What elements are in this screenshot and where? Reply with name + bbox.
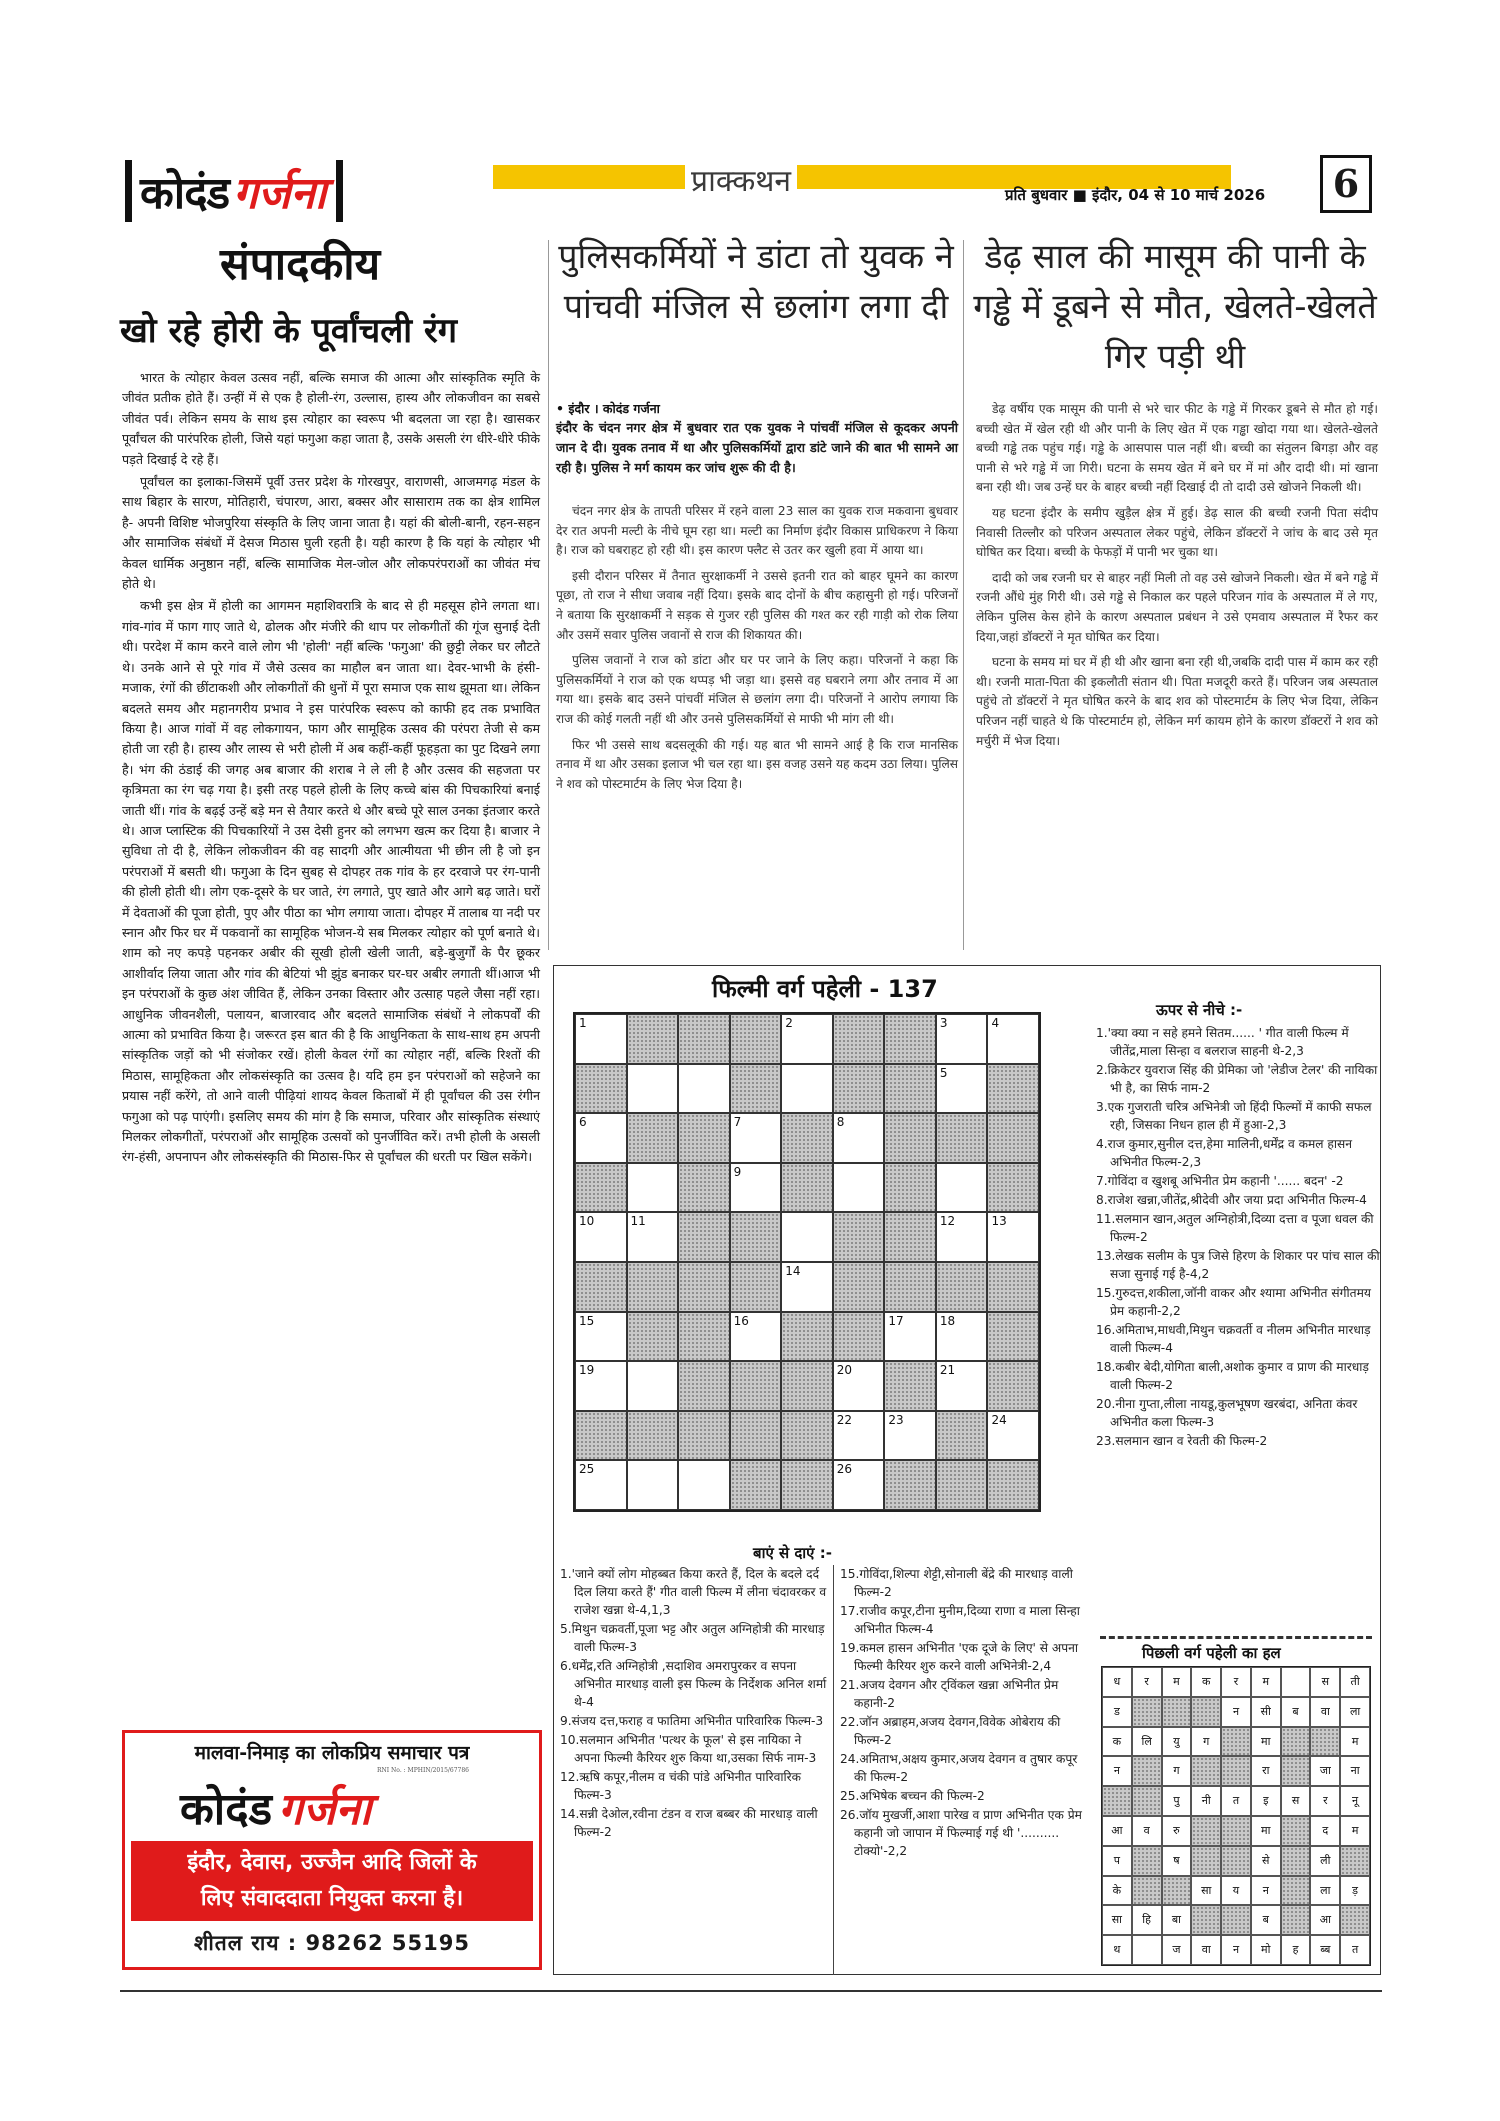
crossword-cell [936,1262,988,1312]
solution-cell: वा [1310,1697,1340,1727]
solution-cell: नी [1191,1786,1221,1816]
crossword-cell[interactable] [781,1262,833,1312]
crossword-cell [936,1113,988,1163]
solution-cell: इ [1251,1786,1281,1816]
solution-cell: ला [1310,1876,1340,1906]
clue-item: 12.ऋषि कपूर,नीलम व चंकी पांडे अभिनीत पारिवारिक फिल्म-3 [560,1770,802,1802]
crossword-cell [936,1411,988,1461]
crossword-cell [730,1262,782,1312]
crossword-cell [884,1064,936,1114]
clue-item: 9.संजय दत्त,फराह व फातिमा अभिनीत पारिवारिक फिल्म-3 [560,1714,824,1728]
crossword-cell [575,1163,627,1213]
crossword-cell[interactable] [627,1212,679,1262]
logo-text-red: गर्जना [233,168,327,219]
crossword-cell [833,1262,885,1312]
ad-contact: शीतल राय : 98262 55195 [194,1931,470,1955]
ad-notice-line: लिए संवाददाता नियुक्त करना है। [200,1886,464,1911]
crossword-cell [884,1262,936,1312]
solution-cell: स [1281,1786,1311,1816]
clue-number: 14 [785,1263,801,1278]
story1-byline: • इंदौर । कोदंड गर्जना [556,401,660,416]
crossword-cell [884,1014,936,1064]
crossword-cell [987,1113,1039,1163]
ad-title: मालवा-निमाड़ का लोकप्रिय समाचार पत्र [194,1742,470,1764]
crossword-cell[interactable] [575,1113,627,1163]
crossword-cell[interactable] [781,1212,833,1262]
solution-cell: ड [1102,1697,1132,1727]
clue-item: 1.'जाने क्यों लोग मोहब्बत किया करते हैं, दिल के बदले दर्द दिल लिया करते हैं' गीत वाली फिल्म में लीना चंदावरकर व राजेश खन्ना थे-4,1,3 [560,1567,827,1617]
ad-logo-red: गर्जना [278,1784,372,1835]
solution-cell: त [1340,1935,1370,1965]
solution-cell: न [1102,1756,1132,1786]
crossword-cell [936,1460,988,1510]
solution-cell: रा [1251,1756,1281,1786]
dateline: प्रति बुधवार ■ इंदौर, 04 से 10 मार्च 2026 [1005,186,1266,204]
crossword-cell [987,1163,1039,1213]
solution-cell [1281,1876,1311,1906]
crossword-cell[interactable] [627,1361,679,1411]
crossword-cell [627,1411,679,1461]
crossword-cell[interactable] [987,1014,1039,1064]
solution-cell [1281,1816,1311,1846]
crossword-cell[interactable] [884,1312,936,1362]
crossword-cell [730,1212,782,1262]
story2-headline: डेढ़ साल की मासूम की पानी के गड्ढे में डूबने से मौत, खेलते-खेलते गिर पड़ी थी [973,237,1377,377]
clue-item: 15.गुरुदत्त,शकीला,जॉनी वाकर और श्यामा अभिनीत संगीतमय प्रेम कहानी-2,2 [1096,1286,1371,1318]
clue-item: 16.अमिताभ,माधवी,मिथुन चक्रवर्ती व नीलम अभिनीत मारधाड़ वाली फिल्म-4 [1096,1323,1371,1355]
clue-number: 12 [939,1214,956,1229]
clue-item: 15.गोविंदा,शिल्पा शेट्टी,सोनाली बेंद्रे की मारधाड़ वाली फिल्म-2 [840,1567,1073,1599]
clue-number: 26 [836,1462,853,1477]
crossword-cell[interactable] [936,1212,988,1262]
solution-cell: ब [1251,1905,1281,1935]
crossword-cell [730,1411,782,1461]
crossword-cell[interactable] [730,1113,782,1163]
crossword-cell[interactable] [627,1163,679,1213]
clue-item: 24.अमिताभ,अक्षय कुमार,अजय देवगन व तुषार कपूर की फिल्म-2 [840,1752,1078,1784]
crossword-cell [987,1361,1039,1411]
solution-cell: त [1221,1786,1251,1816]
solution-cell: मा [1251,1816,1281,1846]
clue-item: 13.लेखक सलीम के पुत्र जिसे हिरण के शिकार पर पांच साल की सजा सुनाई गई है-4,2 [1096,1249,1380,1281]
crossword-cell [833,1212,885,1262]
editorial-body [122,368,540,1170]
crossword-cell [833,1064,885,1114]
crossword-cell[interactable] [987,1411,1039,1461]
solution-cell: ह [1281,1935,1311,1965]
clue-item: 7.गोविंदा व खुशबू अभिनीत प्रेम कहानी '...... बदन' -2 [1096,1174,1344,1188]
clue-number: 11 [630,1214,646,1229]
crossword-cell[interactable] [987,1212,1039,1262]
clue-item: 5.मिथुन चक्रवर्ती,पूजा भट्ट और अतुल अग्निहोत्री की मारधाड़ वाली फिल्म-3 [560,1622,825,1654]
clue-item: 17.राजीव कपूर,टीना मुनीम,दिव्या राणा व माला सिन्हा अभिनीत फिल्म-4 [840,1604,1080,1636]
across-heading: बाएं से दाएं :- [753,1544,832,1562]
down-heading: ऊपर से नीचे :- [1156,1001,1243,1019]
crossword-cell[interactable] [627,1064,679,1114]
solution-cell [1191,1697,1221,1727]
crossword-cell[interactable] [781,1064,833,1114]
crossword-cell[interactable] [833,1113,885,1163]
crossword-cell [678,1312,730,1362]
crossword-cell [987,1262,1039,1312]
masthead [125,155,1385,227]
crossword-cell [575,1064,627,1114]
solution-cell: क [1191,1667,1221,1697]
clue-number: 16 [733,1313,749,1328]
crossword-cell[interactable] [936,1312,988,1362]
solution-cell [1221,1756,1251,1786]
crossword-cell [781,1113,833,1163]
crossword-cell [627,1014,679,1064]
solution-cell: म [1340,1727,1370,1757]
crossword-cell[interactable] [936,1014,988,1064]
solution-cell [1162,1697,1192,1727]
solution-cell: ली [1310,1846,1340,1876]
crossword-cell [678,1262,730,1312]
solution-cell: ग [1162,1756,1192,1786]
ad-notice [131,1841,533,1921]
clue-number: 7 [733,1115,742,1130]
solution-cell: न [1221,1935,1251,1965]
clue-number: 5 [939,1065,948,1080]
story1-paragraph: फिर भी उससे साथ बदसलूकी की गई। यह बात भी सामने आई है कि राज मानसिक तनाव में था और उसका इलाज भी चल रहा था। इस वजह उसने यह कदम उठा लिया। पुलिस ने शव को पोस्टमार्टम के लिए भेज दिया है। [556,737,958,791]
solution-cell [1132,1876,1162,1906]
solution-cell [1132,1756,1162,1786]
clue-item: 8.राजेश खन्ना,जीतेंद्र,श्रीदेवी और जया प्रदा अभिनीत फिल्म-4 [1096,1193,1367,1207]
clue-number: 9 [733,1164,742,1179]
crossword-cell[interactable] [833,1163,885,1213]
clue-number: 18 [939,1313,956,1328]
clue-number: 10 [579,1214,595,1229]
clue-item: 20.नीना गुप्ता,लीला नायडू,कुलभूषण खरबंदा, अनिता कंवर अभिनीत कला फिल्म-3 [1096,1397,1358,1429]
solution-cell: ती [1340,1667,1370,1697]
clue-item: 3.एक गुजराती चरित्र अभिनेत्री जो हिंदी फिल्मों में काफी सफल रही, जिसका निधन हाल ही में हुआ-2,3 [1096,1100,1372,1132]
solution-cell [1132,1846,1162,1876]
crossword-cell [987,1064,1039,1114]
crossword-cell[interactable] [575,1212,627,1262]
ad-logo [180,1777,371,1837]
solution-cell: म [1340,1816,1370,1846]
solution-cell: ड़ [1340,1876,1370,1906]
solution-cell: ब [1281,1697,1311,1727]
crossword-cell [833,1014,885,1064]
solution-cell: ग [1191,1727,1221,1757]
crossword-cell [678,1411,730,1461]
clue-number: 20 [836,1363,853,1378]
column-divider [963,240,964,950]
crossword-cell[interactable] [678,1064,730,1114]
crossword-cell [781,1361,833,1411]
crossword-cell[interactable] [678,1460,730,1510]
column-divider [548,240,549,950]
crossword-cell[interactable] [833,1361,885,1411]
solution-cell [1281,1905,1311,1935]
solution-cell [1191,1756,1221,1786]
crossword-cell [730,1460,782,1510]
crossword-cell[interactable] [575,1312,627,1362]
solution-cell: बा [1162,1905,1192,1935]
bottom-rule [120,1990,1382,1992]
solution-cell [1132,1935,1162,1965]
solution-cell: न [1251,1876,1281,1906]
crossword-cell[interactable] [936,1163,988,1213]
solution-cell: के [1102,1876,1132,1906]
story2-body [976,400,1378,757]
story2-paragraph: घटना के समय मां घर में ही थी और खाना बना रही थी,जबकि दादी पास में काम कर रही थी। रजनी माता-पिता की इकलौती संतान थी। पिता मजदूरी करते हैं। परिजन जब अस्पताल पहुंचे तो डॉक्टरों ने मृत घोषित करने के बाद शव को पोस्टमार्टम के लिए भेज दिया, लेकिन परिजन नहीं चाहते थे कि पोस्टमार्टम हो, लेकिन मर्ग कायम होने के कारण डॉक्टरों ने शव को मर्चुरी में भेज दिया। [976,655,1378,748]
crossword-cell [781,1411,833,1461]
solution-cell [1221,1846,1251,1876]
clue-item: 10.सलमान अभिनीत 'पत्थर के फूल' से इस नायिका ने अपना फिल्मी कैरियर शुरु किया था,उसका सिर्फ नाम-3 [560,1733,817,1765]
crossword-cell[interactable] [833,1411,885,1461]
story2-paragraph: यह घटना इंदौर के समीप खुड़ैल क्षेत्र में हुई। डेढ़ साल की बच्ची रजनी पिता संदीप निवासी तिल्लौर को परिजन अस्पताल लेकर पहुंचे, लेकिन डॉक्टरों ने जांच के बाद उसे मृत घोषित कर दिया। बच्ची के फेफड़ों में पानी भर चुका था। [976,505,1378,560]
newspaper-logo [125,155,487,227]
editorial-paragraph: पूर्वांचल का इलाका-जिसमें पूर्वी उत्तर प्रदेश के गोरखपुर, वाराणसी, आजमगढ़ मंडल के साथ बिहार के सारण, मोतिहारी, चंपारण, आरा, बक्सर और सासाराम तक का क्षेत्र शामिल है- अपनी विशिष्ट भोजपुरिया संस्कृति के लिए जाना जाता है। यहां की बोली-बानी, रहन-सहन और सामाजिक संबंधों में देसज मिठास घुली रहती है। यही कारण है कि यहां के त्योहार भी केवल धार्मिक अनुष्ठान नहीं, बल्कि सामाजिक मेल-जोल और लोकपरंपराओं का जीवंत मंच होते थे। [122,474,540,592]
solution-cell: ध [1102,1667,1132,1697]
solution-cell: क [1102,1727,1132,1757]
solution-cell: सा [1191,1876,1221,1906]
story1-paragraph: चंदन नगर क्षेत्र के तापती परिसर में रहने वाला 23 साल का युवक राज मकवाना बुधवार देर रात अपनी मल्टी के नीचे घूम रहा था। मल्टी का निर्माण इंदौर विकास प्राधिकरण ने किया है। राज को घबराहट हो रही थी। इस कारण फ्लैट से उतर कर खुली हवा में आया था। [556,504,958,558]
solution-cell: रु [1162,1816,1192,1846]
solution-cell: द [1310,1816,1340,1846]
story2-paragraph: दादी को जब रजनी घर से बाहर नहीं मिली तो वह उसे खोजने निकली। खेत में बने गड्ढे में रजनी औंधे मुंह गिरी थी। उसे गड्ढे से निकाल कर पहले परिजन गांव के अस्पताल में ले गए, लेकिन पुलिस केस होने के कारण अस्पताल प्रबंधन ने उसे एमवाय अस्पताल में रैफर कर दिया,जहां डॉक्टरों ने मृत घोषित कर दिया। [976,570,1378,644]
crossword-cell [678,1361,730,1411]
advertisement [122,1730,542,1970]
crossword-cell [678,1113,730,1163]
solution-cell [1310,1727,1340,1757]
solution-cell: पु [1162,1786,1192,1816]
solution-cell [1191,1816,1221,1846]
clue-item: 21.अजय देवगन और ट्विंकल खन्ना अभिनीत प्रेम कहानी-2 [840,1678,1059,1710]
solution-cell: ना [1340,1756,1370,1786]
story1-lede: इंदौर के चंदन नगर क्षेत्र में बुधवार रात एक युवक ने पांचवीं मंजिल से कूदकर अपनी जान दे दी। युवक तनाव में था और पुलिसकर्मियों द्वारा डांटे जाने की बात भी सामने आ रही है। पुलिस ने मर्ग कायम कर जांच शुरू की दी है। [556,420,958,475]
editorial-tag: संपादकीय [220,239,381,290]
dashed-separator [1100,1636,1372,1639]
solution-title: पिछली वर्ग पहेली का हल [1142,1644,1281,1662]
crossword-cell [781,1163,833,1213]
clue-number: 4 [991,1016,1000,1030]
crossword-cell [833,1312,885,1362]
crossword-cell[interactable] [575,1460,627,1510]
crossword-cell[interactable] [575,1361,627,1411]
down-clues-list [1096,1024,1380,1450]
solution-cell: आ [1310,1905,1340,1935]
clue-number: 17 [888,1313,904,1328]
clue-number: 23 [888,1412,904,1427]
crossword-cell [678,1212,730,1262]
crossword-cell[interactable] [575,1014,627,1064]
clue-number: 2 [785,1016,793,1030]
story1-paragraph: पुलिस जवानों ने राज को डांटा और घर पर जाने के लिए कहा। परिजनों ने कहा कि पुलिसकर्मियों ने राज को एक थप्पड़ भी जड़ा था। इससे वह घबराने लगा और तनाव में आ गया था। इसके बाद उसने पांचवीं मंजिल से छलांग लगा दी। परिजनों ने आरोप लगाया कि राज की कोई गलती नहीं थी और उनसे पुलिसकर्मियों से माफी भी मांग ली थी। [556,653,958,726]
clue-number: 15 [579,1313,595,1328]
crossword-cell[interactable] [730,1163,782,1213]
logo-bar-left [125,160,132,222]
ad-rni: RNI No. : MPHIN/2015/67786 [377,1767,469,1774]
solution-cell: नू [1340,1786,1370,1816]
ad-notice-line: इंदौर, देवास, उज्जैन आदि जिलों के [187,1850,477,1875]
clue-number: 25 [579,1462,595,1477]
crossword-cell[interactable] [833,1460,885,1510]
clue-number: 8 [836,1115,845,1130]
crossword-cell [781,1460,833,1510]
crossword-cell [730,1064,782,1114]
solution-cell [1132,1697,1162,1727]
solution-cell [1281,1667,1311,1697]
crossword-cell[interactable] [627,1460,679,1510]
clue-number: 19 [579,1363,595,1378]
crossword-cell [884,1212,936,1262]
solution-cell: प [1102,1846,1132,1876]
crossword-cell [884,1113,936,1163]
solution-grid [1101,1666,1371,1966]
clue-number: 3 [939,1016,948,1030]
logo-text-black: कोदंड [140,168,230,219]
solution-cell: र [1132,1667,1162,1697]
clue-item: 2.क्रिकेटर युवराज सिंह की प्रेमिका जो 'लेडीज टेलर' की नायिका भी है, का सिर्फ नाम-2 [1096,1063,1378,1095]
crossword-cell [627,1113,679,1163]
solution-cell: म [1251,1667,1281,1697]
clue-number: 13 [991,1214,1007,1229]
solution-cell [1281,1727,1311,1757]
editorial-title: खो रहे होरी के पूर्वांचली रंग [120,311,457,351]
solution-cell: न [1221,1697,1251,1727]
clue-item: 26.जॉय मुखर्जी,आशा पारेख व प्राण अभिनीत एक प्रेम कहानी जो जापान में फिल्माई गई थी '.......... टोक्यो'-2,2 [840,1808,1082,1858]
crossword-cell [987,1312,1039,1362]
clue-divider [833,1565,834,1975]
clue-item: 18.कबीर बेदी,योगिता बाली,अशोक कुमार व प्राण की मारधाड़ वाली फिल्म-2 [1096,1360,1369,1392]
solution-cell: सी [1251,1697,1281,1727]
crossword-cell [730,1014,782,1064]
clue-item: 1.'क्या क्या न सहे हमने सितम...... ' गीत वाली फिल्म में जीतेंद्र,माला सिन्हा व बलराज साहनी थे-2,3 [1096,1026,1349,1058]
solution-cell: र [1221,1667,1251,1697]
logo-bar-right [336,160,343,222]
crossword-title: फिल्मी वर्ग पहेली - 137 [712,975,938,1003]
solution-cell: मा [1251,1727,1281,1757]
crossword-grid [573,1012,1041,1512]
clue-item: 11.सलमान खान,अतुल अग्निहोत्री,दिव्या दत्ता व पूजा धवल की फिल्म-2 [1096,1212,1374,1244]
clue-item: 23.सलमान खान व रेवती की फिल्म-2 [1096,1434,1268,1448]
clue-number: 21 [939,1363,956,1378]
story1-body [556,502,958,800]
page-number: 6 [1320,155,1372,213]
crossword-cell [884,1163,936,1213]
crossword-cell[interactable] [884,1411,936,1461]
crossword-cell [575,1262,627,1312]
solution-cell: यु [1162,1727,1192,1757]
solution-cell: ब्ब [1310,1935,1340,1965]
across-clues-right [840,1565,1090,1861]
crossword-cell[interactable] [936,1064,988,1114]
story2-paragraph: डेढ़ वर्षीय एक मासूम की पानी से भरे चार फीट के गड्ढे में गिरकर डूबने से मौत हो गई। बच्ची खेत में खेल रही थी और पानी के लिए खेत में एक गड्ढा खोदा गया था। खेलते-खेलते बच्ची गड्ढे तक पहुंच गई। गड्ढे के आसपास पाल नहीं थी। बच्ची का संतुलन बिगड़ा और वह पानी से भरे गड्ढे में जा गिरी। घटना के समय खेत में बने घर में मां और दादी थी। मां खाना बना रही थी। जब उन्हें घर के बाहर बच्ची नहीं दिखाई दी तो दादी उसे खोजने निकली थी। [976,402,1378,495]
solution-cell: म [1162,1667,1192,1697]
crossword-cell[interactable] [730,1312,782,1362]
story1-paragraph: इसी दौरान परिसर में तैनात सुरक्षाकर्मी ने उससे इतनी रात को बाहर घूमने का कारण पूछा, तो राज ने सीधा जवाब नहीं दिया। इसके बाद दोनों के बीच कहासुनी हो गई। परिजनों ने बताया कि सुरक्षाकर्मी ने सड़क से गुजर रही पुलिस की गश्त कर रही गाड़ी को रोक लिया और उसमें सवार पुलिस जवानों से राज की शिकायत की। [556,568,958,642]
clue-number: 1 [579,1016,587,1030]
crossword-cell [627,1312,679,1362]
crossword-cell [627,1262,679,1312]
crossword-cell [884,1460,936,1510]
story1-headline: पुलिसकर्मियों ने डांटा तो युवक ने पांचवी मंजिल से छलांग लगा दी [558,237,954,327]
solution-cell: स [1310,1667,1340,1697]
ad-logo-black: कोदंड [180,1784,273,1835]
solution-cell: वा [1191,1935,1221,1965]
solution-cell [1221,1727,1251,1757]
section-name: प्राक्कथन [685,159,797,200]
editorial-paragraph: कभी इस क्षेत्र में होली का आगमन महाशिवरात्रि के बाद से ही महसूस होने लगता था। गांव-गांव में फाग गाए जाते थे, ढोलक और मंजीरे की थाप पर लोकगीतों की गूंज सुनाई देती थी। परदेश में काम करने वाले लोग भी 'होली' नहीं बल्कि 'फगुआ' की छुट्टी लेकर घर लौटते थे। उनके आने से पूरे गांव में जैसे उत्सव का माहौल बन जाता था। देवर-भाभी के हंसी-मजाक, रंगों की छींटाकशी और लोकगीतों की धुनों में पूरा समाज एक साथ झूमता था। लेकिन बदलते समय और महानगरीय प्रभाव ने इस पारंपरिक स्वरूप को काफी हद तक प्रभावित किया है। आज गांवों में वह लोकगायन, फाग और सामूहिक उत्सव की परंपरा तेजी से कम होती जा रही है। हास्य और लास्य से भरी होली में अब कहीं-कहीं फूहड़ता का पुट दिखने लगा है। भंग की ठंडाई की जगह अब बाजार की शराब ने ले ली है और उत्सव की सहजता पर कृत्रिमता का रंग चढ़ गया है। इसी तरह पहले होली के लिए कच्चे बांस की पिचकारियां बनाई जाती थीं। गांव के बढ़ई उन्हें बड़े मन से तैयार करते थे और बच्चे पूरे साल उनका इंतजार करते थे। आज प्लास्टिक की पिचकारियों ने उस देसी हुनर को लगभग खत्म कर दिया है। बाजार ने सुविधा तो दी है, लेकिन लोकजीवन की वह सादगी और आत्मीयता भी छीन ली है जो इन परंपराओं में बसती थी। फगुआ के दिन सुबह से दोपहर तक गांव के हर दरवाजे पर रंग-पानी की होली होती थी। लोग एक-दूसरे के घर जाते, रंग लगाते, पुए खाते और आगे बढ़ जाते। घरों में देवताओं की पूजा होती, पुए और पीठा का भोग लगाया जाता। दोपहर में तालाब या नदी पर स्नान और फिर घर में पकवानों का सामूहिक भोजन-ये सब मिलकर त्योहार को पूर्ण बनाते थे। शाम को नए कपड़े पहनकर अबीर की सूखी होली खेली जाती, बड़े-बुजुर्गों के पैर छूकर आशीर्वाद लिया जाता और गांव की बेटियां भी झुंड बनाकर घर-घर अबीर लगाती थीं।आज भी इन परंपराओं के कुछ अंश जीवित हैं, लेकिन उनका विस्तार और उत्साह पहले जैसा नहीं रहा। आधुनिक जीवनशैली, पलायन, बाजारवाद और बदलते सामाजिक संबंधों ने लोकपर्वों की आत्मा को प्रभावित किया है। जरूरत इस बात की है कि आधुनिकता के साथ-साथ हम अपनी सांस्कृतिक जड़ों को भी संजोकर रखें। होली केवल रंगों का त्योहार नहीं, बल्कि रिश्तों की मिठास, सामूहिकता और लोकसंस्कृति का उत्सव है। यदि हम इन परंपराओं को सहेजने का प्रयास नहीं करेंगे, तो आने वाली पीढ़ियां शायद केवल किताबों में ही पूर्वांचल की उस रंगीन फगुआ को पढ़ पाएंगी। इसलिए समय की मांग है कि समाज, परिवार और सांस्कृतिक संस्थाएं मिलकर लोकगीतों, परंपराओं और सामूहिक उत्सवों को पुनर्जीवित करें। तभी होली के असली रंग-हंसी, अपनापन और लोकसंस्कृति की मिठास-फिर से पूर्वांचल की धरती पर खिल सकेंगे। [122,598,540,1165]
solution-cell: ज [1162,1935,1192,1965]
solution-cell: व [1132,1816,1162,1846]
crossword-cell [575,1411,627,1461]
solution-cell: थ [1102,1935,1132,1965]
crossword-cell[interactable] [936,1361,988,1411]
solution-cell: र [1310,1786,1340,1816]
solution-cell: आ [1102,1816,1132,1846]
solution-cell: हि [1132,1905,1162,1935]
crossword-cell [678,1014,730,1064]
crossword-cell [987,1460,1039,1510]
solution-cell: मो [1251,1935,1281,1965]
clue-number: 22 [836,1412,853,1427]
solution-cell: जा [1310,1756,1340,1786]
solution-cell [1340,1846,1370,1876]
solution-cell: से [1251,1846,1281,1876]
clue-item: 6.धर्मेंद्र,रति अग्निहोत्री ,सदाशिव अमरापुरकर व सपना अभिनीत मारधाड़ वाली इस फिल्म के निर्देशक अनिल शर्मा थे-4 [560,1659,827,1709]
solution-cell [1191,1846,1221,1876]
clue-number: 24 [991,1412,1007,1427]
clue-item: 4.राज कुमार,सुनील दत्त,हेमा मालिनी,धर्मेंद्र व कमल हासन अभिनीत फिल्म-2,3 [1096,1137,1353,1169]
solution-cell: सा [1102,1905,1132,1935]
crossword-cell [730,1361,782,1411]
solution-cell: ला [1340,1697,1370,1727]
editorial-paragraph: भारत के त्योहार केवल उत्सव नहीं, बल्कि समाज की आत्मा और सांस्कृतिक स्मृति के जीवंत प्रतीक होते हैं। उन्हीं में से एक है होली-रंग, उल्लास, हास्य और लोकजीवन का सबसे जीवंत पर्व। लेकिन समय के साथ इस त्योहार का स्वरूप भी बदलता जा रहा है। खासकर पूर्वांचल की पारंपरिक होली, जिसे यहां फगुआ कहा जाता है, उसके असली रंग धीरे-धीरे फीके पड़ते दिखाई दे रहे हैं। [122,370,540,467]
solution-cell [1102,1786,1132,1816]
solution-cell [1281,1756,1311,1786]
solution-cell [1132,1786,1162,1816]
clue-item: 25.अभिषेक बच्चन की फिल्म-2 [840,1789,985,1803]
solution-cell: लि [1132,1727,1162,1757]
clue-item: 19.कमल हासन अभिनीत 'एक दूजे के लिए' से अपना फिल्मी कैरियर शुरु करने वाली अभिनेत्री-2,4 [840,1641,1079,1673]
clue-item: 22.जॉन अब्राहम,अजय देवगन,विवेक ओबेराय की फिल्म-2 [840,1715,1061,1747]
across-clues-left [560,1565,830,1842]
solution-cell [1340,1905,1370,1935]
solution-cell: य [1221,1876,1251,1906]
clue-item: 14.सन्नी देओल,रवीना टंडन व राज बब्बर की मारधाड़ वाली फिल्म-2 [560,1807,818,1839]
solution-cell [1191,1905,1221,1935]
crossword-cell [884,1361,936,1411]
clue-number: 6 [579,1115,587,1130]
crossword-cell [678,1163,730,1213]
crossword-cell[interactable] [781,1014,833,1064]
solution-cell [1221,1816,1251,1846]
down-clues [1096,1000,1380,1447]
solution-cell [1162,1876,1192,1906]
crossword-cell [781,1312,833,1362]
solution-cell [1281,1846,1311,1876]
solution-cell [1221,1905,1251,1935]
solution-cell: ष [1162,1846,1192,1876]
